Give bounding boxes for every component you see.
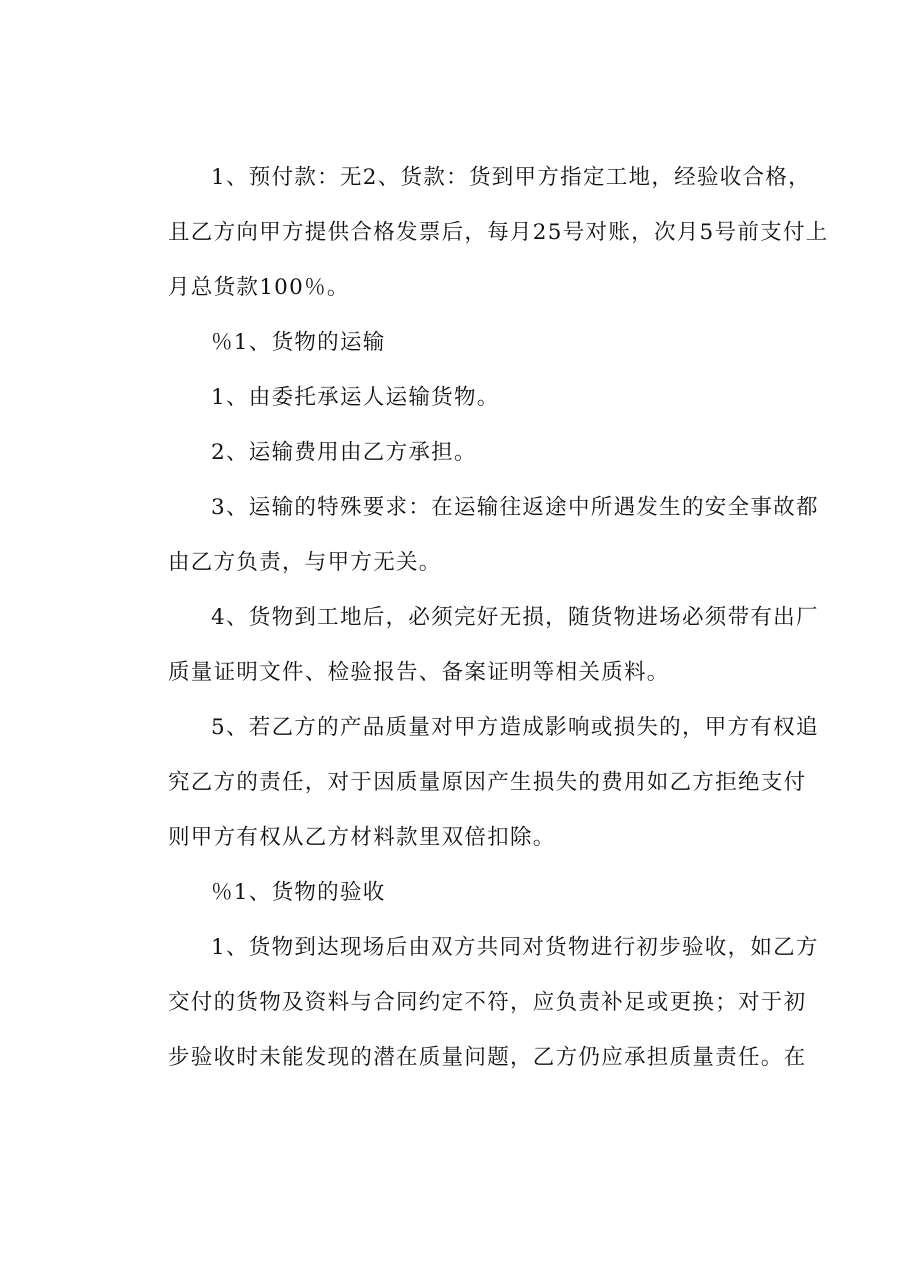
paragraph-transport-1 <box>125 370 825 425</box>
paragraph-acceptance-1 <box>125 920 825 1085</box>
paragraph-transport-2 <box>125 425 825 480</box>
section-heading-transport <box>125 315 825 370</box>
text-line: 月总货款100％。 <box>168 275 350 300</box>
text-line: 4、货物到工地后，必须完好无损，随货物进场必须带有出厂 <box>211 605 819 630</box>
text-line: 步验收时未能发现的潜在质量问题，乙方仍应承担质量责任。在 <box>168 1045 807 1070</box>
document-body <box>125 150 829 1085</box>
text-line: ％1、货物的验收 <box>211 880 386 905</box>
section-heading-acceptance <box>125 865 825 920</box>
text-line: 由乙方负责，与甲方无关。 <box>168 550 442 575</box>
text-line: 5、若乙方的产品质量对甲方造成影响或损失的，甲方有权追 <box>211 715 819 740</box>
paragraph-transport-3 <box>125 480 825 590</box>
paragraph-transport-5 <box>125 700 825 865</box>
text-line: 交付的货物及资料与合同约定不符，应负责补足或更换；对于初 <box>168 990 807 1015</box>
paragraph-transport-4 <box>125 590 825 700</box>
text-line: 质量证明文件、检验报告、备案证明等相关质料。 <box>168 660 670 685</box>
text-line: 则甲方有权从乙方材料款里双倍扣除。 <box>168 825 556 850</box>
text-line: 2、运输费用由乙方承担。 <box>211 440 477 465</box>
text-line: 且乙方向甲方提供合格发票后，每月25号对账，次月5号前支付上 <box>168 220 829 245</box>
text-line: 1、货物到达现场后由双方共同对货物进行初步验收，如乙方 <box>211 935 819 960</box>
text-line: 1、由委托承运人运输货物。 <box>211 385 500 410</box>
text-line: ％1、货物的运输 <box>211 330 386 355</box>
text-line: 究乙方的责任，对于因质量原因产生损失的费用如乙方拒绝支付 <box>168 770 807 795</box>
paragraph-payment-terms <box>125 150 829 315</box>
text-line: 3、运输的特殊要求：在运输往返途中所遇发生的安全事故都 <box>211 495 819 520</box>
text-line: 1、预付款：无2、货款：货到甲方指定工地，经验收合格， <box>211 165 811 190</box>
